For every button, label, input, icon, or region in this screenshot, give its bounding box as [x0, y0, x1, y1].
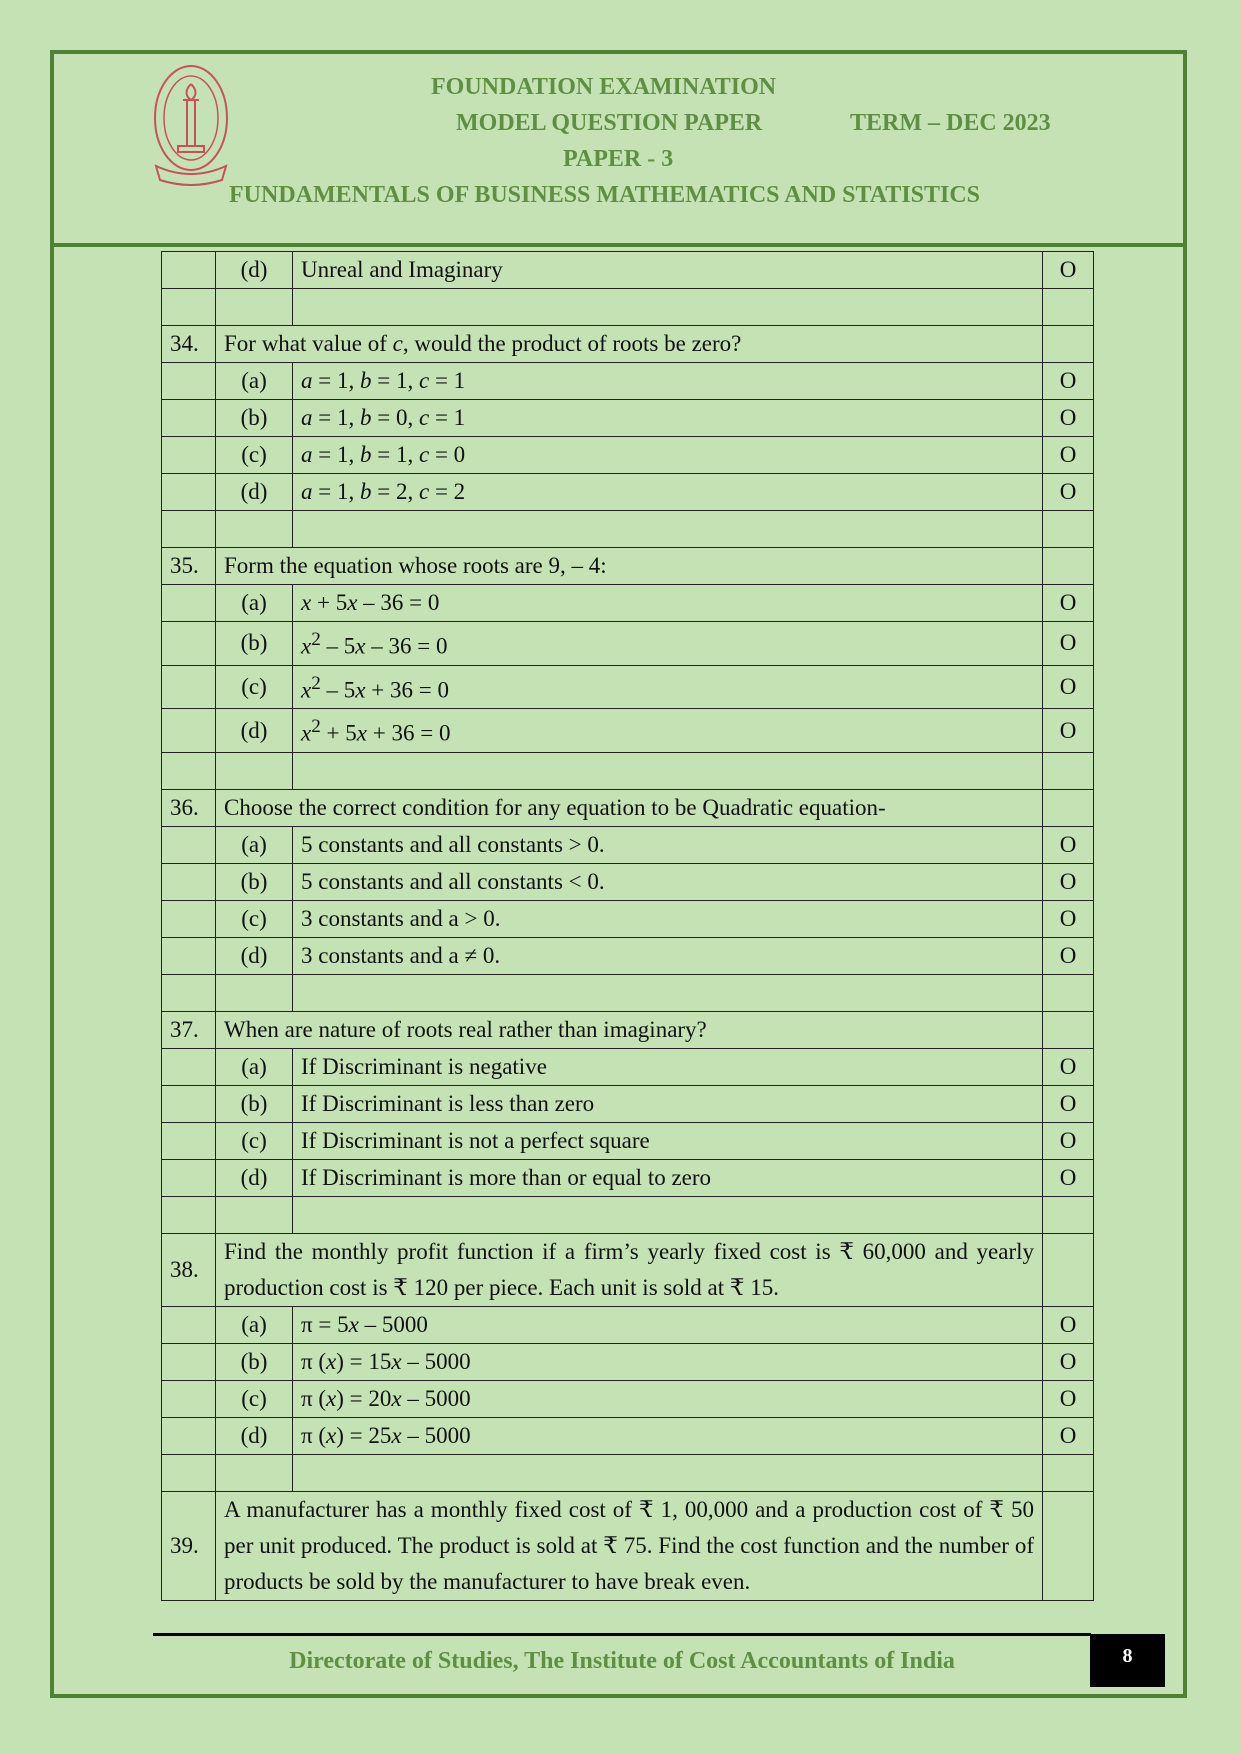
option-row — [162, 1343, 1094, 1380]
question-row — [162, 1491, 1094, 1600]
option-label: (b) — [216, 622, 293, 666]
empty-cell — [162, 1417, 216, 1454]
empty-cell — [162, 289, 216, 326]
spacer-row — [162, 1454, 1094, 1491]
answer-cell — [1043, 1491, 1094, 1600]
empty-cell — [162, 1380, 216, 1417]
option-text: a = 1, b = 0, c = 1 — [293, 400, 1043, 437]
empty-cell — [162, 665, 216, 709]
option-text: $x^2 - 5x + 36 = 0$ — [293, 665, 1043, 709]
option-row — [162, 1306, 1094, 1343]
option-row — [162, 622, 1094, 666]
option-text: $x^2 - 5x - 36 = 0$ — [293, 622, 1043, 666]
option-text: π = 5x – 5000 — [293, 1306, 1043, 1343]
question-table — [161, 251, 1094, 1601]
option-label: (b) — [216, 1343, 293, 1380]
empty-cell — [1043, 289, 1094, 326]
empty-cell — [162, 400, 216, 437]
empty-cell — [1043, 1454, 1094, 1491]
paper-number: PAPER - 3 — [563, 146, 674, 172]
option-mark: O — [1043, 709, 1094, 753]
empty-cell — [216, 974, 293, 1011]
option-mark: O — [1043, 900, 1094, 937]
question-row — [162, 1233, 1094, 1306]
option-label: (d) — [216, 937, 293, 974]
option-text: 3 constants and a ≠ 0. — [293, 937, 1043, 974]
empty-cell — [162, 474, 216, 511]
question-text: A manufacturer has a monthly fixed cost of ₹ 1, 00,000 and a production cost of ₹ 50 per unit produced. The product is sold at ₹ 75. Find the cost function and the number of products be sold by the manufacturer to have break even. — [216, 1491, 1043, 1600]
option-row — [162, 1380, 1094, 1417]
option-row — [162, 1417, 1094, 1454]
option-text: a = 1, b = 1, c = 1 — [293, 363, 1043, 400]
answer-cell — [1043, 1011, 1094, 1048]
option-mark: O — [1043, 1343, 1094, 1380]
option-text: 5 constants and all constants > 0. — [293, 826, 1043, 863]
empty-cell — [162, 752, 216, 789]
option-row — [162, 474, 1094, 511]
option-text: π (x) = 20x – 5000 — [293, 1380, 1043, 1417]
empty-cell — [216, 511, 293, 548]
option-mark: O — [1043, 585, 1094, 622]
empty-cell — [162, 709, 216, 753]
paper-type: MODEL QUESTION PAPER — [456, 110, 763, 136]
spacer-row — [162, 752, 1094, 789]
empty-cell — [162, 1159, 216, 1196]
spacer-row — [162, 289, 1094, 326]
spacer-row — [162, 974, 1094, 1011]
option-label: (a) — [216, 1306, 293, 1343]
question-text: Choose the correct condition for any equation to be Quadratic equation- — [216, 789, 1043, 826]
option-label: (b) — [216, 863, 293, 900]
empty-cell — [293, 1454, 1043, 1491]
question-number: 36. — [162, 789, 216, 826]
question-number: 39. — [162, 1491, 216, 1600]
empty-cell — [216, 1196, 293, 1233]
question-number: 34. — [162, 326, 216, 363]
option-row — [162, 437, 1094, 474]
option-label: (c) — [216, 437, 293, 474]
empty-cell — [162, 1343, 216, 1380]
option-text: a = 1, b = 2, c = 2 — [293, 474, 1043, 511]
empty-cell — [162, 363, 216, 400]
empty-cell — [162, 937, 216, 974]
question-row — [162, 789, 1094, 826]
option-mark: O — [1043, 1085, 1094, 1122]
question-text: Find the monthly profit function if a firm’s yearly fixed cost is ₹ 60,000 and yearly production cost is ₹ 120 per piece. Each unit is sold at ₹ 15. — [216, 1233, 1043, 1306]
option-text: If Discriminant is negative — [293, 1048, 1043, 1085]
empty-cell — [216, 752, 293, 789]
subject-title: FUNDAMENTALS OF BUSINESS MATHEMATICS AND STATISTICS — [229, 182, 981, 208]
option-row — [162, 585, 1094, 622]
answer-cell — [1043, 548, 1094, 585]
empty-cell — [216, 289, 293, 326]
footer-rule — [153, 1633, 1091, 1636]
empty-cell — [293, 289, 1043, 326]
page-number: 8 — [1090, 1634, 1165, 1687]
term-label: TERM – DEC 2023 — [850, 110, 1051, 136]
empty-cell — [1043, 752, 1094, 789]
option-mark: O — [1043, 622, 1094, 666]
option-row — [162, 400, 1094, 437]
option-row — [162, 363, 1094, 400]
option-mark: O — [1043, 863, 1094, 900]
question-row — [162, 1011, 1094, 1048]
empty-cell — [293, 511, 1043, 548]
option-label: (b) — [216, 400, 293, 437]
empty-cell — [162, 585, 216, 622]
question-number: 38. — [162, 1233, 216, 1306]
empty-cell — [162, 437, 216, 474]
option-text: 5 constants and all constants < 0. — [293, 863, 1043, 900]
spacer-row — [162, 1196, 1094, 1233]
option-text: If Discriminant is not a perfect square — [293, 1122, 1043, 1159]
option-mark: O — [1043, 363, 1094, 400]
empty-cell — [162, 252, 216, 289]
option-label: (a) — [216, 363, 293, 400]
question-row — [162, 548, 1094, 585]
empty-cell — [162, 511, 216, 548]
option-row — [162, 1122, 1094, 1159]
option-label: (a) — [216, 1048, 293, 1085]
option-row — [162, 863, 1094, 900]
question-text: For what value of c, would the product of roots be zero? — [216, 326, 1043, 363]
option-row — [162, 900, 1094, 937]
option-label: (d) — [216, 1417, 293, 1454]
option-label: (c) — [216, 665, 293, 709]
footer-text: Directorate of Studies, The Institute of Cost Accountants of India — [289, 1648, 955, 1674]
empty-cell — [162, 1454, 216, 1491]
spacer-row — [162, 511, 1094, 548]
option-text: a = 1, b = 1, c = 0 — [293, 437, 1043, 474]
empty-cell — [1043, 1196, 1094, 1233]
option-mark: O — [1043, 1306, 1094, 1343]
option-row — [162, 665, 1094, 709]
option-row — [162, 709, 1094, 753]
option-mark: O — [1043, 826, 1094, 863]
institute-logo — [150, 62, 232, 190]
option-mark: O — [1043, 252, 1094, 289]
answer-cell — [1043, 1233, 1094, 1306]
option-mark: O — [1043, 1380, 1094, 1417]
empty-cell — [1043, 511, 1094, 548]
option-mark: O — [1043, 1048, 1094, 1085]
empty-cell — [162, 1306, 216, 1343]
option-label: (c) — [216, 1380, 293, 1417]
option-row — [162, 1159, 1094, 1196]
question-text: Form the equation whose roots are 9, – 4: — [216, 548, 1043, 585]
option-row — [162, 252, 1094, 289]
empty-cell — [162, 1122, 216, 1159]
option-text: Unreal and Imaginary — [293, 252, 1043, 289]
option-row — [162, 1048, 1094, 1085]
empty-cell — [1043, 974, 1094, 1011]
question-number: 37. — [162, 1011, 216, 1048]
option-mark: O — [1043, 1122, 1094, 1159]
option-text: x + 5x – 36 = 0 — [293, 585, 1043, 622]
question-row — [162, 326, 1094, 363]
option-label: (d) — [216, 474, 293, 511]
option-mark: O — [1043, 437, 1094, 474]
answer-cell — [1043, 326, 1094, 363]
option-mark: O — [1043, 1159, 1094, 1196]
option-text: If Discriminant is less than zero — [293, 1085, 1043, 1122]
exam-title: FOUNDATION EXAMINATION — [431, 74, 777, 100]
option-row — [162, 937, 1094, 974]
empty-cell — [293, 974, 1043, 1011]
empty-cell — [162, 1048, 216, 1085]
empty-cell — [293, 752, 1043, 789]
empty-cell — [162, 826, 216, 863]
empty-cell — [162, 900, 216, 937]
option-label: (c) — [216, 1122, 293, 1159]
option-label: (a) — [216, 585, 293, 622]
option-text: π (x) = 25x – 5000 — [293, 1417, 1043, 1454]
empty-cell — [162, 1085, 216, 1122]
option-mark: O — [1043, 937, 1094, 974]
option-text: π (x) = 15x – 5000 — [293, 1343, 1043, 1380]
option-row — [162, 826, 1094, 863]
question-number: 35. — [162, 548, 216, 585]
question-text: When are nature of roots real rather than imaginary? — [216, 1011, 1043, 1048]
option-text: $x^2 + 5x + 36 = 0$ — [293, 709, 1043, 753]
empty-cell — [162, 622, 216, 666]
option-label: (b) — [216, 1085, 293, 1122]
option-mark: O — [1043, 400, 1094, 437]
empty-cell — [162, 863, 216, 900]
option-mark: O — [1043, 1417, 1094, 1454]
option-label: (d) — [216, 709, 293, 753]
empty-cell — [293, 1196, 1043, 1233]
option-row — [162, 1085, 1094, 1122]
answer-cell — [1043, 789, 1094, 826]
empty-cell — [162, 1196, 216, 1233]
option-label: (d) — [216, 1159, 293, 1196]
option-label: (d) — [216, 252, 293, 289]
option-text: If Discriminant is more than or equal to zero — [293, 1159, 1043, 1196]
empty-cell — [216, 1454, 293, 1491]
option-label: (a) — [216, 826, 293, 863]
option-text: 3 constants and a > 0. — [293, 900, 1043, 937]
empty-cell — [162, 974, 216, 1011]
option-mark: O — [1043, 665, 1094, 709]
option-label: (c) — [216, 900, 293, 937]
option-mark: O — [1043, 474, 1094, 511]
